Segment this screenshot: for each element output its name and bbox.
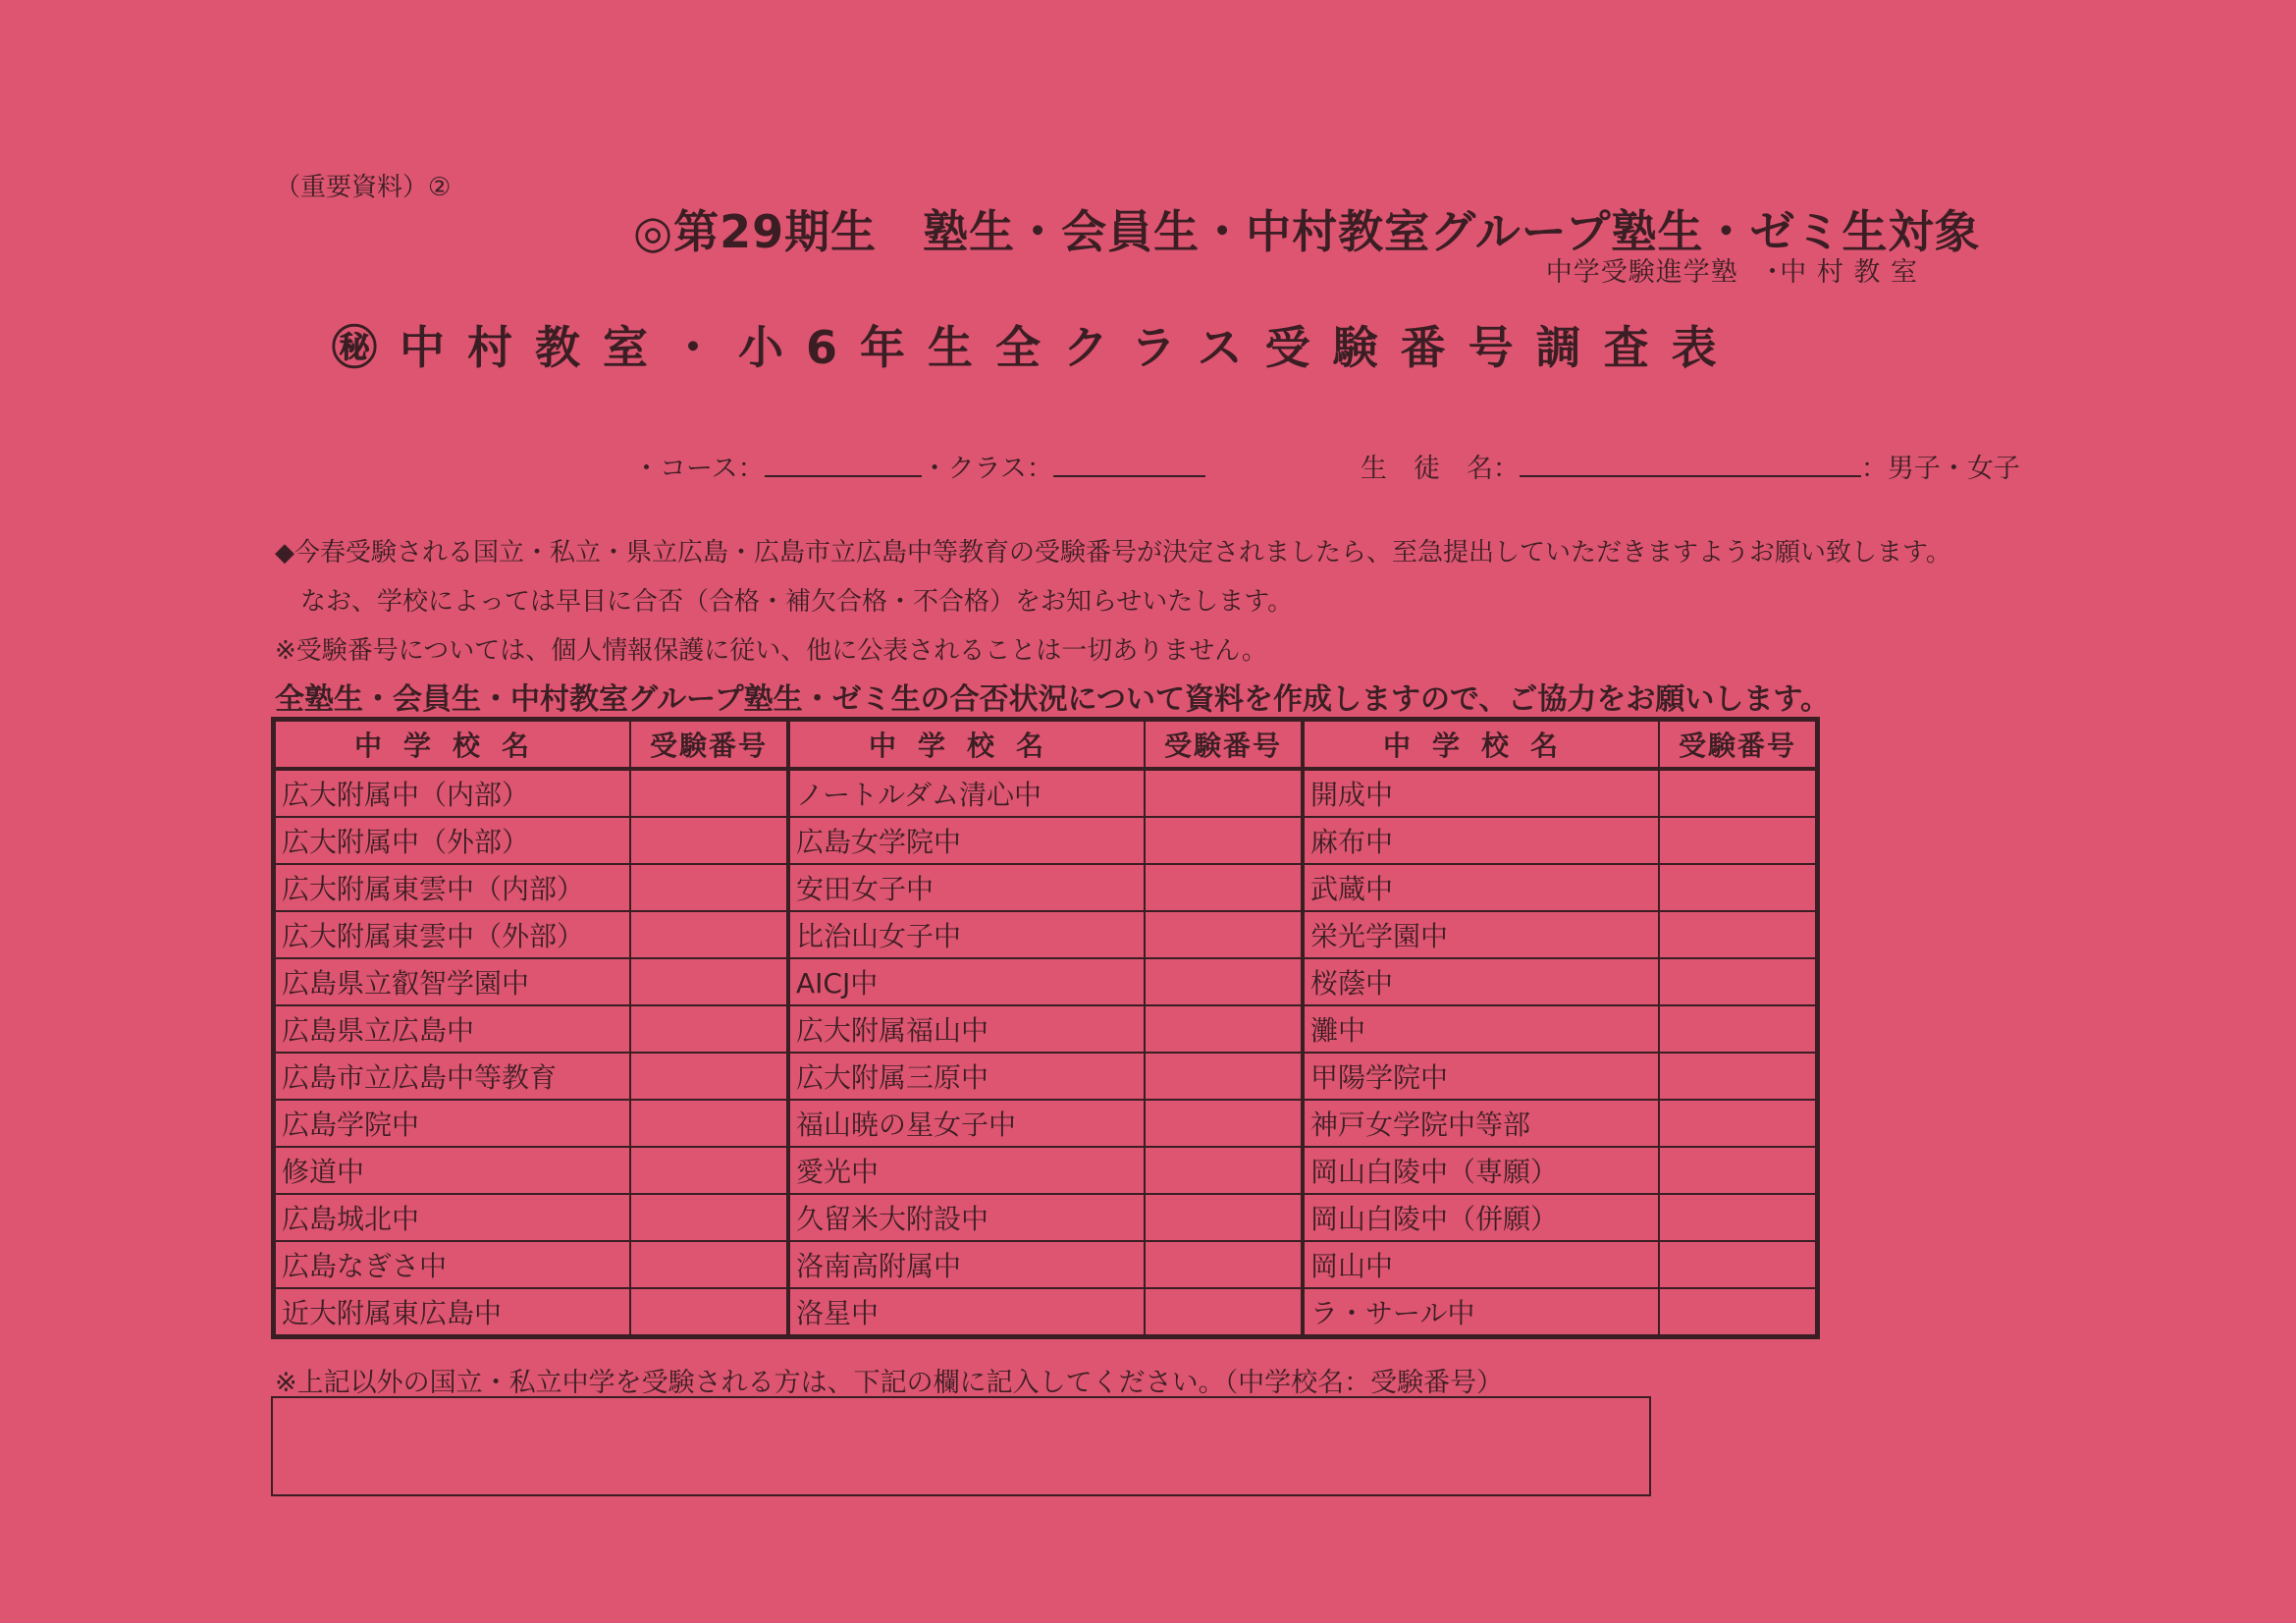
school-name: ノートルダム清心中: [788, 769, 1145, 817]
school-exam-table: [271, 717, 1820, 1339]
school-name: 麻布中: [1303, 817, 1659, 864]
school-name: 久留米大附設中: [788, 1194, 1145, 1241]
note-line-3: ※受験番号については、個人情報保護に従い、他に公表されることは一切ありません。: [275, 636, 1267, 666]
school-name: 栄光学園中: [1303, 911, 1659, 958]
header-school-name-3: 中学校名: [1303, 720, 1659, 770]
school-name: 桜蔭中: [1303, 958, 1659, 1005]
table-row: [274, 1194, 1818, 1241]
exam-number-cell[interactable]: [630, 1194, 788, 1241]
table-row: [274, 1241, 1818, 1288]
header-school-name-2: 中学校名: [788, 720, 1145, 770]
exam-number-cell[interactable]: [630, 911, 788, 958]
table-row: [274, 1147, 1818, 1194]
school-name: 広大附属中（内部）: [274, 769, 631, 817]
student-info-fields: [633, 447, 2020, 485]
school-name: 岡山中: [1303, 1241, 1659, 1288]
exam-number-cell[interactable]: [630, 1005, 788, 1053]
school-name: 広大附属中（外部）: [274, 817, 631, 864]
exam-number-cell[interactable]: [630, 1241, 788, 1288]
school-name: 灘中: [1303, 1005, 1659, 1053]
exam-number-cell[interactable]: [1145, 1241, 1303, 1288]
school-name: 広島学院中: [274, 1100, 631, 1147]
school-name: 広島県立広島中: [274, 1005, 631, 1053]
school-name: ラ・サール中: [1303, 1288, 1659, 1337]
school-name: 岡山白陵中（併願）: [1303, 1194, 1659, 1241]
school-name: 比治山女子中: [788, 911, 1145, 958]
school-name: 広島県立叡智学園中: [274, 958, 631, 1005]
school-name: 広大附属東雲中（内部）: [274, 864, 631, 911]
main-title: ◎第29期生 塾生・会員生・中村教室グループ塾生・ゼミ生対象: [633, 205, 1981, 258]
course-field[interactable]: [765, 450, 922, 477]
header-exam-number-3: 受験番号: [1659, 720, 1818, 770]
table-row: [274, 1100, 1818, 1147]
class-field[interactable]: [1053, 450, 1205, 477]
exam-number-cell[interactable]: [1145, 1194, 1303, 1241]
exam-number-cell[interactable]: [1659, 864, 1818, 911]
school-name: 広島女学院中: [788, 817, 1145, 864]
school-name: 広大附属三原中: [788, 1053, 1145, 1100]
course-label: ・コース：: [633, 454, 765, 484]
school-name: 広大附属福山中: [788, 1005, 1145, 1053]
note-line-2: なお、学校によっては早目に合否（合格・補欠合格・不合格）をお知らせいたします。: [275, 587, 1294, 617]
document-tag: （重要資料）②: [275, 173, 452, 202]
school-name: 広島城北中: [274, 1194, 631, 1241]
school-name: 広島なぎさ中: [274, 1241, 631, 1288]
exam-number-cell[interactable]: [1145, 958, 1303, 1005]
exam-number-cell[interactable]: [1659, 1194, 1818, 1241]
exam-number-cell[interactable]: [1145, 864, 1303, 911]
exam-number-cell[interactable]: [630, 1147, 788, 1194]
school-name: 洛星中: [788, 1288, 1145, 1337]
exam-number-cell[interactable]: [1659, 1053, 1818, 1100]
exam-number-cell[interactable]: [1145, 1005, 1303, 1053]
exam-number-cell[interactable]: [1145, 911, 1303, 958]
exam-number-cell[interactable]: [1659, 817, 1818, 864]
school-name: 福山暁の星女子中: [788, 1100, 1145, 1147]
exam-number-cell[interactable]: [1145, 1100, 1303, 1147]
exam-number-cell[interactable]: [630, 864, 788, 911]
table-row: [274, 1288, 1818, 1337]
student-name-field[interactable]: [1520, 450, 1861, 477]
table-row: [274, 864, 1818, 911]
school-name: 甲陽学院中: [1303, 1053, 1659, 1100]
table-row: [274, 769, 1818, 817]
school-name: 武蔵中: [1303, 864, 1659, 911]
table-header-row: [274, 720, 1818, 770]
other-schools-note: ※上記以外の国立・私立中学を受験される方は、下記の欄に記入してください。（中学校名：受験番号）: [275, 1368, 1504, 1398]
school-name: 近大附属東広島中: [274, 1288, 631, 1337]
school-name: 洛南高附属中: [788, 1241, 1145, 1288]
table-row: [274, 817, 1818, 864]
exam-number-cell[interactable]: [1145, 1147, 1303, 1194]
exam-number-cell[interactable]: [630, 769, 788, 817]
school-name: 広大附属東雲中（外部）: [274, 911, 631, 958]
school-name: 修道中: [274, 1147, 631, 1194]
school-name: 岡山白陵中（専願）: [1303, 1147, 1659, 1194]
note-line-4: 全塾生・会員生・中村教室グループ塾生・ゼミ生の合否状況について資料を作成しますので、ご協力をお願いします。: [275, 682, 1830, 717]
exam-number-cell[interactable]: [1145, 769, 1303, 817]
header-school-name-1: 中学校名: [274, 720, 631, 770]
exam-number-cell[interactable]: [1659, 1147, 1818, 1194]
school-name: 愛光中: [788, 1147, 1145, 1194]
exam-number-cell[interactable]: [630, 1053, 788, 1100]
gender-label: ：男子・女子: [1860, 454, 2020, 484]
other-schools-entry-box[interactable]: [271, 1396, 1651, 1496]
survey-title: ㊙中村教室・小6年生全クラス受験番号調査表: [332, 321, 1739, 374]
table-row: [274, 958, 1818, 1005]
table-row: [274, 1005, 1818, 1053]
exam-number-cell[interactable]: [1659, 1241, 1818, 1288]
organization-name: 中学受験進学塾 ･中 村 教 室: [1545, 257, 1918, 288]
exam-number-cell[interactable]: [1659, 958, 1818, 1005]
table-row: [274, 911, 1818, 958]
school-name: 広島市立広島中等教育: [274, 1053, 631, 1100]
exam-number-cell[interactable]: [1145, 1053, 1303, 1100]
class-label: ・クラス：: [921, 454, 1053, 484]
header-exam-number-2: 受験番号: [1145, 720, 1303, 770]
exam-number-cell[interactable]: [630, 817, 788, 864]
school-name: 開成中: [1303, 769, 1659, 817]
exam-number-cell[interactable]: [1659, 1288, 1818, 1337]
instructions: [275, 528, 1951, 725]
exam-number-cell[interactable]: [1659, 769, 1818, 817]
exam-number-cell[interactable]: [1145, 817, 1303, 864]
exam-number-cell[interactable]: [630, 1100, 788, 1147]
exam-number-cell[interactable]: [1659, 1100, 1818, 1147]
exam-number-cell[interactable]: [1659, 911, 1818, 958]
exam-number-cell[interactable]: [630, 958, 788, 1005]
student-name-label: 生 徒 名：: [1360, 454, 1520, 484]
exam-number-cell[interactable]: [1659, 1005, 1818, 1053]
exam-number-cell[interactable]: [1145, 1288, 1303, 1337]
exam-number-cell[interactable]: [630, 1288, 788, 1337]
school-name: 神戸女学院中等部: [1303, 1100, 1659, 1147]
table-row: [274, 1053, 1818, 1100]
note-line-1: ◆今春受験される国立・私立・県立広島・広島市立広島中等教育の受験番号が決定されましたら、至急提出していただきますようお願い致します。: [275, 538, 1951, 568]
header-exam-number-1: 受験番号: [630, 720, 788, 770]
school-name: 安田女子中: [788, 864, 1145, 911]
school-name: AICJ中: [788, 958, 1145, 1005]
